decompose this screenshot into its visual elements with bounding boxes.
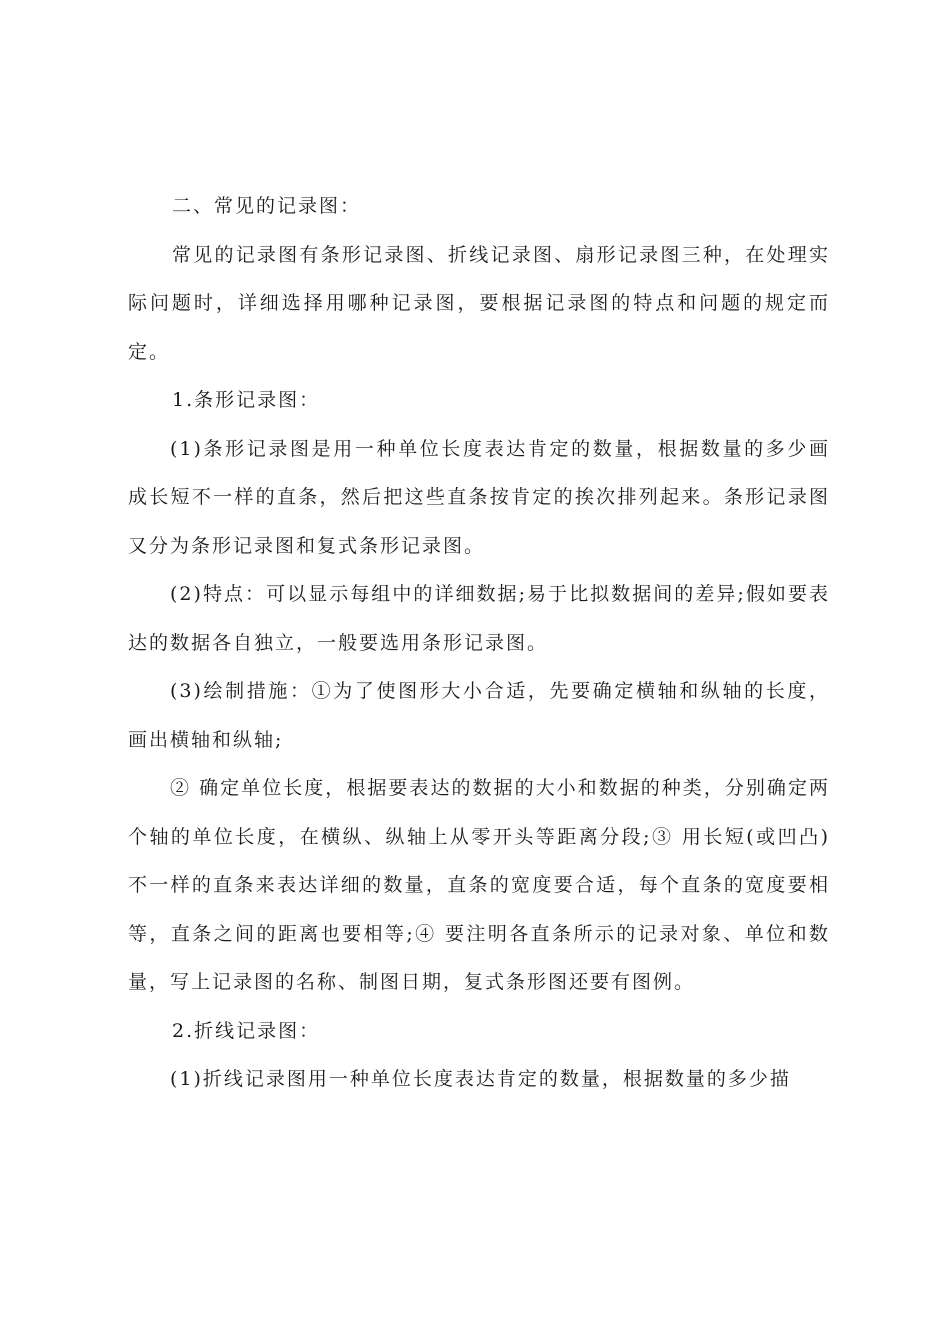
paragraph-line-definition: (1)折线记录图用一种单位长度表达肯定的数量，根据数量的多少描 [170, 1068, 791, 1090]
paragraph-intro: 常见的记录图有条形记录图、折线记录图、扇形记录图三种，在处理实际问题时，详细选择用哪种记录图，要根据记录图的特点和问题的规定而定。 [128, 243, 830, 363]
subsection-heading-line-chart: 2.折线记录图： [172, 1019, 321, 1042]
subsection-heading-bar-chart: 1.条形记录图： [172, 389, 321, 411]
section-heading: 二、常见的记录图： [172, 195, 362, 217]
paragraph-bar-method: (3)绘制措施：①为了使图形大小合适，先要确定横轴和纵轴的长度，画出横轴和纵轴; [128, 680, 830, 751]
paragraph-bar-steps: ② 确定单位长度，根据要表达的数据的大小和数据的种类，分别确定两个轴的单位长度，在横纵、纵轴上从零开头等距离分段;③ 用长短(或凹凸)不一样的直条来表达详细的数量，直条的宽度要合适，每个直条的宽度要相等，直条之间的距离也要相等;④ 要注明各直条所示的记录对象、单位和数量，写上记录图的名称、制图日期，复式条形图还要有图例。 [128, 777, 830, 993]
paragraph-bar-features: (2)特点：可以显示每组中的详细数据;易于比拟数据间的差异;假如要表达的数据各自独立，一般要选用条形记录图。 [128, 583, 830, 654]
paragraph-bar-definition: (1)条形记录图是用一种单位长度表达肯定的数量，根据数量的多少画成长短不一样的直条，然后把这些直条按肯定的挨次排列起来。条形记录图又分为条形记录图和复式条形记录图。 [128, 437, 830, 557]
document-body [128, 182, 830, 1104]
